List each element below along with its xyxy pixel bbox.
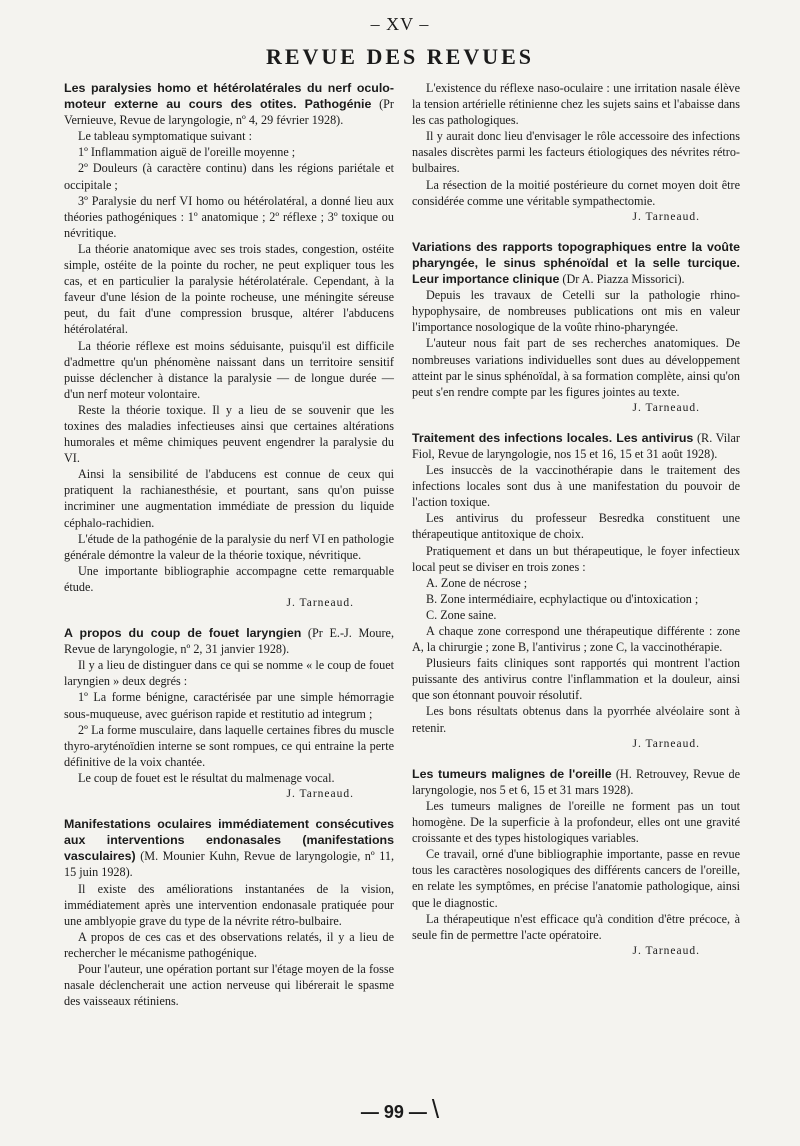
paragraph: Le coup de fouet est le résultat du malmenage vocal. [78,770,335,785]
paragraph: C. Zone saine. [426,607,497,622]
author-signature: J. Tarneaud. [632,401,700,414]
article-title: Les tumeurs malignes de l'oreille [412,766,612,781]
article-heading [64,80,394,128]
paragraph: L'auteur nous fait part de ses recherches anatomiques. De nombreuses variations individuelles sont dues au développement atteint par le sinus sphénoïdal, à sa formation complète, ainsi qu'on peut s'en rendre compte par les figures jointes au texte. [412,336,740,399]
paragraph: Ainsi la sensibilité de l'abducens est connue de ceux qui pratiquent la rachianesthésie, et pourtant, sans qu'on puisse incriminer une augmentation immédiate de pression du liquide céphalo-rachidien. [64,467,394,530]
paragraph: Depuis les travaux de Cetelli sur la pathologie rhino-hypophysaire, de nombreuses publications ont mis en valeur l'importance nosologique de la voûte rhino-pharyngée. [412,288,740,335]
article-title: Traitement des infections locales. Les antivirus [412,430,694,445]
paragraph: A propos de ces cas et des observations relatés, il y a lieu de rechercher le mécanisme pathogénique. [64,929,394,960]
article-title: Les paralysies homo et hétérolatérales du nerf oculo-moteur externe au cours des otites. Pathogénie [64,81,394,112]
page-title: REVUE DES REVUES [265,44,535,69]
paragraph: Le tableau symptomatique suivant : [78,129,252,144]
page-number: — 99 — [360,1102,427,1122]
paragraph: Il y a lieu de distinguer dans ce qui se nomme « le coup de fouet laryngien » deux degrés : [64,658,394,689]
article-tumeurs-oreille [412,766,740,959]
article-reference: (Dr A. Piazza Missorici). [559,272,685,287]
paragraph: Une importante bibliographie accompagne cette remarquable étude. [64,563,394,594]
page-number-footer [0,1094,800,1125]
article-title: Variations des rapports topographiques entre la voûte pharyngée, le sinus sphénoïdal et la selle turcique. Leur importance clinique [412,239,740,287]
article-manifestations-oculaires [64,816,394,1009]
paragraph: La résection de la moitié postérieure du cornet moyen doit être considérée comme une véritable sympathectomie. [412,177,740,208]
paragraph: Les antivirus du professeur Besredka constituent une thérapeutique antitoxique de choix. [412,511,740,542]
paragraph: Les bons résultats obtenus dans la pyorrhée alvéolaire sont à retenir. [412,704,740,735]
paragraph: 2º Douleurs (à caractère continu) dans les régions pariétale et occipitale ; [64,161,394,192]
paragraph: Il y aurait donc lieu d'envisager le rôle accessoire des infections nasales discrètes parmi les facteurs étiologiques des névrites rétro-bulbaires. [412,129,740,176]
article-title: A propos du coup de fouet laryngien [64,626,302,641]
paragraph: 1º Inflammation aiguë de l'oreille moyenne ; [78,145,296,160]
roman-page-number: – XV – [370,14,430,34]
author-signature: J. Tarneaud. [632,944,700,957]
paragraph: Pratiquement et dans un but thérapeutique, le foyer infectieux local peut se diviser en trois zones : [412,543,740,574]
author-signature: J. Tarneaud. [286,597,354,609]
article-heading [64,625,394,657]
article-heading [412,239,740,287]
paragraph: Ce travail, orné d'une bibliographie importante, passe en revue tous les caractères nosologiques des différents cancers de l'oreille, en relate les symptômes, en précise l'anatomie pathologique, ainsi que le diagnostic. [412,847,740,910]
article-heading [412,766,740,798]
paragraph: A. Zone de nécrose ; [426,575,528,590]
author-signature: J. Tarneaud. [632,210,700,223]
article-reference: (R. Vilar Fiol, Revue de laryngologie, nos 15 et 16, 15 et 31 août 1928). [412,430,740,461]
paragraph: Reste la théorie toxique. Il y a lieu de se souvenir que les toxines des maladies infectieuses ainsi que certaines altérations humorales et même chimiques peuvent engendrer la paralysie du VI. [64,402,394,466]
article-paralysies [64,80,394,611]
article-heading [64,816,394,880]
author-signature: J. Tarneaud. [286,788,354,801]
article-reference: (H. Retrouvey, Revue de laryngologie, nos 5 et 6, 15 et 31 mars 1928). [412,766,740,797]
article-heading [412,430,740,462]
article-manifestations-oculaires-continued [412,80,740,225]
article-reference: (M. Mounier Kuhn, Revue de laryngologie, nº 11, 15 juin 1928). [64,849,394,880]
paragraph: 2º La forme musculaire, dans laquelle certaines fibres du muscle thyro-aryténoïdien interne se sont rompues, ce qui entraine la perte définitive de la voix chantée. [64,722,394,769]
article-voute-pharyngee [412,239,740,416]
right-column [412,80,740,959]
author-signature: J. Tarneaud. [632,737,700,750]
article-title: Manifestations oculaires immédiatement consécutives aux interventions endonasales (manifestations vasculaires) [64,817,394,864]
paragraph: Pour l'auteur, une opération portant sur l'étage moyen de la fosse nasale déclencherait une action nerveuse qui libérerait le spasme des vaisseaux rétiniens. [64,961,394,1009]
paragraph: Plusieurs faits cliniques sont rapportés qui montrent l'action puissante des antivirus contre l'inflammation et la douleur, ainsi que son étonnant pouvoir résolutif. [412,656,740,703]
article-reference: (Pr E.-J. Moure, Revue de laryngologie, nº 2, 31 janvier 1928). [64,626,394,657]
paragraph: La thérapeutique n'est efficace qu'à condition d'être précoce, à seule fin de permettre l'acte opératoire. [412,911,740,942]
article-coup-de-fouet [64,625,394,802]
paragraph: A chaque zone correspond une thérapeutique différente : zone A, la chirurgie ; zone B, l'antivirus ; zone C, la vaccinothérapie. [412,624,740,655]
paragraph: Les insuccès de la vaccinothérapie dans le traitement des infections locales sont dus à une manifestation du pouvoir de l'action toxique. [412,463,740,510]
paragraph: Il existe des améliorations instantanées de la vision, immédiatement après une intervention endonasale pratiquée pour une amblyopie grave du type de la névrite rétro-bulbaire. [64,881,394,928]
paragraph: B. Zone intermédiaire, ecphylactique ou d'intoxication ; [426,591,699,606]
paragraph: La théorie anatomique avec ses trois stades, congestion, ostéite simple, ostéite de la pointe du rocher, ne peut expliquer tous les cas, et en particulier la paralysie hétérolatérale. Cependant, à la faveur d'une lésion de la pointe rocheuse, une méningite séreuse peut, du fait d'une compression brusque, altérer l'abducens hétérolatéral. [64,241,394,337]
article-antivirus [412,430,740,752]
paragraph: Les tumeurs malignes de l'oreille ne forment pas un tout homogène. De la superficie à la profondeur, elles ont une gravité croissante et des types histologiques variables. [412,798,740,846]
paragraph: La théorie réflexe est moins séduisante, puisqu'il est difficile d'admettre qu'un phénomène naissant dans un territoire sensitif puisse déclencher à distance la paralysie — de longue durée — d'un nerf moteur volontaire. [64,338,394,401]
left-column [64,80,394,1009]
page-mark: \ [431,1094,440,1124]
paragraph: 1º La forme bénigne, caractérisée par une simple hémorragie sous-muqueuse, avec guérison rapide et restitutio ad integrum ; [64,690,394,721]
paragraph: 3º Paralysie du nerf VI homo ou hétérolatéral, a donné lieu aux théories pathogéniques : 1º anatomique ; 2º réflexe ; 3º toxique ou névritique. [64,193,394,240]
article-reference: (Pr Vernieuve, Revue de laryngologie, nº 4, 29 février 1928). [64,97,394,128]
paragraph: L'existence du réflexe naso-oculaire : une irritation nasale élève la tension artérielle rétinienne chez les sujets sains et l'abaisse dans les cas pathologiques. [412,81,740,128]
paragraph: L'étude de la pathogénie de la paralysie du nerf VI en pathologie générale démontre la valeur de la théorie toxique, névritique. [64,531,394,562]
